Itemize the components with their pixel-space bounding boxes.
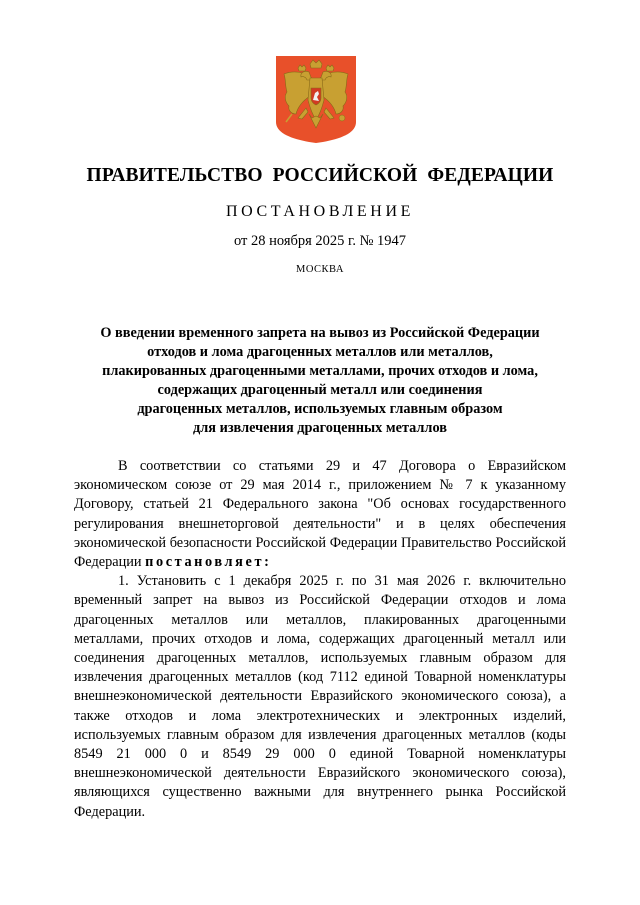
heading-line: отходов и лома драгоценных металлов или металлов, <box>147 344 493 360</box>
document-type: ПОСТАНОВЛЕНИЕ <box>226 203 414 220</box>
heading-line: плакированных драгоценными металлами, прочих отходов и лома, <box>102 363 538 379</box>
document-date-number: от 28 ноября 2025 г. № 1947 <box>233 233 407 249</box>
heading-line: для извлечения драгоценных металлов <box>193 420 447 436</box>
document-heading <box>80 324 560 438</box>
government-title: ПРАВИТЕЛЬСТВО РОССИЙСКОЙ ФЕДЕРАЦИИ <box>86 165 554 186</box>
preamble-text: В соответствии со статьями 29 и 47 Договора о Евразийском экономическом союзе от 29 мая 2014 г., приложением № 7 к указанному Договору, статьей 21 Федерального закона "Об основах государственного регулирования внешнеторговой деятельности" и в целях обеспечения экономической безопасности Российской Федерации Правительство Российской Федерации <box>74 458 566 571</box>
document-city: МОСКВА <box>296 264 344 275</box>
russian-coat-of-arms-icon <box>276 56 356 143</box>
heading-line: драгоценных металлов, используемых главным образом <box>137 401 503 417</box>
heading-line: О введении временного запрета на вывоз из Российской Федерации <box>100 325 540 341</box>
item-1-paragraph: 1. Установить с 1 декабря 2025 г. по 31 мая 2026 г. включительно временный запрет на вывоз из Российской Федерации отходов и лома драгоценных металлов или металлов, плакированных драгоценными металлами, прочих отходов и лома, содержащих драгоценный металл или соединения драгоценных металлов, используемых главным образом для извлечения драгоценных металлов (код 7112 единой Товарной номенклатуры внешнеэкономической деятельности Евразийского экономического союза), а также отходов и лома электротехнических и электронных изделий, используемых главным образом для извлечения драгоценных металлов (коды 8549 21 000 0 и 8549 29 000 0 единой Товарной номенклатуры внешнеэкономической деятельности Евразийского экономического союза), являющихся существенно важными для внутреннего рынка Российской Федерации. <box>74 573 566 820</box>
preamble-paragraph <box>74 457 566 572</box>
document-body <box>74 457 566 822</box>
decree-word: постановляет: <box>145 554 272 571</box>
heading-line: содержащих драгоценный металл или соединения <box>157 382 483 398</box>
